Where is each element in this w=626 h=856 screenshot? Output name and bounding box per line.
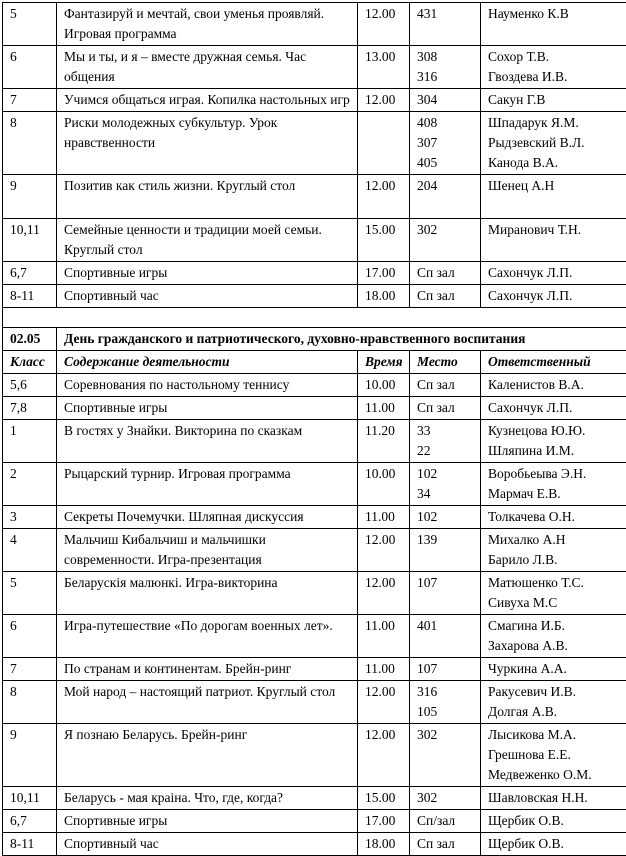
table-row — [3, 89, 626, 112]
responsible-cell-line: Шпадарук Я.М. — [488, 113, 626, 133]
place-cell — [410, 833, 481, 856]
class-cell: 6,7 — [3, 262, 57, 285]
content-cell: Секреты Почемучки. Шляпная дискуссия — [57, 506, 358, 529]
place-cell — [410, 89, 481, 112]
responsible-cell — [481, 529, 626, 572]
column-header-responsible: Ответственный — [481, 351, 626, 374]
place-cell — [410, 681, 481, 724]
place-cell-line: 139 — [417, 530, 475, 550]
place-cell-line: 302 — [417, 220, 475, 240]
table-row — [3, 175, 626, 219]
class-cell: 6 — [3, 615, 57, 658]
class-cell: 2 — [3, 463, 57, 506]
time-cell: 10.00 — [358, 463, 410, 506]
class-cell: 5,6 — [3, 374, 57, 397]
table-row — [3, 787, 626, 810]
place-cell-line: 408 — [417, 113, 475, 133]
responsible-cell-line: Толкачева О.Н. — [488, 507, 626, 527]
time-cell: 11.00 — [358, 615, 410, 658]
class-cell: 7 — [3, 658, 57, 681]
content-cell: В гостях у Знайки. Викторина по сказкам — [57, 420, 358, 463]
content-cell: Спортивный час — [57, 833, 358, 856]
responsible-cell-line: Сивуха М.С — [488, 593, 626, 613]
class-cell: 7,8 — [3, 397, 57, 420]
responsible-cell-line: Воробьеыва Э.Н. — [488, 464, 626, 484]
place-cell-line: 302 — [417, 725, 475, 745]
responsible-cell-line: Мармач Е.В. — [488, 484, 626, 504]
responsible-cell — [481, 615, 626, 658]
table-row — [3, 506, 626, 529]
content-cell: Фантазируй и мечтай, свои уменья проявляй. Игровая программа — [57, 3, 358, 46]
responsible-cell-line: Кузнецова Ю.Ю. — [488, 421, 626, 441]
time-cell: 12.00 — [358, 89, 410, 112]
place-cell-line: Сп зал — [417, 375, 475, 395]
responsible-cell — [481, 787, 626, 810]
place-cell — [410, 420, 481, 463]
responsible-cell-line: Сахончук Л.П. — [488, 263, 626, 283]
place-cell — [410, 810, 481, 833]
table-row — [3, 420, 626, 463]
place-cell-line: Сп зал — [417, 834, 475, 854]
table-row — [3, 615, 626, 658]
place-cell-line: 34 — [417, 484, 475, 504]
class-cell: 9 — [3, 724, 57, 787]
responsible-cell-line: Миранович Т.Н. — [488, 220, 626, 240]
content-cell: Мальчиш Кибальчиш и мальчишки современности. Игра-презентация — [57, 529, 358, 572]
content-cell: Беларусь - мая краіна. Что, где, когда? — [57, 787, 358, 810]
content-cell: Спортивные игры — [57, 397, 358, 420]
responsible-cell-line: Михалко А.Н — [488, 530, 626, 550]
content-cell: Позитив как стиль жизни. Круглый стол — [57, 175, 358, 219]
place-cell-line: 308 — [417, 47, 475, 67]
responsible-cell-line: Каленистов В.А. — [488, 375, 626, 395]
content-cell: Мой народ – настоящий патриот. Круглый стол — [57, 681, 358, 724]
table-row — [3, 681, 626, 724]
place-cell — [410, 46, 481, 89]
content-cell: Соревнования по настольному теннису — [57, 374, 358, 397]
class-cell: 9 — [3, 175, 57, 219]
table-row — [3, 572, 626, 615]
content-cell: По странам и континентам. Брейн-ринг — [57, 658, 358, 681]
responsible-cell — [481, 506, 626, 529]
place-cell — [410, 506, 481, 529]
column-header-class: Класс — [3, 351, 57, 374]
content-cell: Спортивные игры — [57, 262, 358, 285]
content-cell: Учимся общаться играя. Копилка настольных игр — [57, 89, 358, 112]
place-cell — [410, 787, 481, 810]
place-cell-line: 316 — [417, 67, 475, 87]
gap-cell — [3, 308, 626, 328]
table-row — [3, 262, 626, 285]
content-cell: Спортивные игры — [57, 810, 358, 833]
time-cell: 18.00 — [358, 285, 410, 308]
responsible-cell — [481, 724, 626, 787]
table-row — [3, 112, 626, 175]
responsible-cell-line: Канода В.А. — [488, 153, 626, 173]
time-cell: 15.00 — [358, 219, 410, 262]
place-cell — [410, 463, 481, 506]
section-title: День гражданского и патриотического, духовно-нравственного воспитания — [57, 328, 626, 351]
responsible-cell — [481, 397, 626, 420]
place-cell-line: 107 — [417, 659, 475, 679]
time-cell: 12.00 — [358, 724, 410, 787]
responsible-cell — [481, 810, 626, 833]
table-row — [3, 810, 626, 833]
place-cell — [410, 374, 481, 397]
responsible-cell — [481, 46, 626, 89]
content-cell: Беларускія малюнкі. Игра-викторина — [57, 572, 358, 615]
place-cell — [410, 658, 481, 681]
responsible-cell-line: Щербик О.В. — [488, 834, 626, 854]
time-cell: 12.00 — [358, 529, 410, 572]
content-cell: Я познаю Беларусь. Брейн-ринг — [57, 724, 358, 787]
responsible-cell-line: Науменко К.В — [488, 4, 626, 24]
content-cell: Семейные ценности и традиции моей семьи. Круглый стол — [57, 219, 358, 262]
content-cell: Рыцарский турнир. Игровая программа — [57, 463, 358, 506]
responsible-cell-line: Захарова А.В. — [488, 636, 626, 656]
responsible-cell-line: Лысикова М.А. — [488, 725, 626, 745]
time-cell: 12.00 — [358, 572, 410, 615]
table-row — [3, 46, 626, 89]
responsible-cell-line: Чуркина А.А. — [488, 659, 626, 679]
time-cell: 17.00 — [358, 262, 410, 285]
responsible-cell — [481, 219, 626, 262]
column-header-time: Время — [358, 351, 410, 374]
column-header-content: Содержание деятельности — [57, 351, 358, 374]
responsible-cell — [481, 285, 626, 308]
time-cell: 12.00 — [358, 175, 410, 219]
section2-header-block — [3, 308, 626, 374]
place-cell-line: 22 — [417, 441, 475, 461]
class-cell: 5 — [3, 3, 57, 46]
class-cell: 8-11 — [3, 285, 57, 308]
schedule-table — [2, 2, 626, 856]
responsible-cell-line: Сакун Г.В — [488, 90, 626, 110]
place-cell-line: 401 — [417, 616, 475, 636]
content-cell: Игра-путешествие «По дорогам военных лет». — [57, 615, 358, 658]
place-cell-line: Сп/зал — [417, 811, 475, 831]
responsible-cell-line: Гвоздева И.В. — [488, 67, 626, 87]
responsible-cell — [481, 89, 626, 112]
responsible-cell-line: Ракусевич И.В. — [488, 682, 626, 702]
place-cell-line: 204 — [417, 176, 475, 196]
place-cell-line: 105 — [417, 702, 475, 722]
time-cell — [358, 112, 410, 175]
time-cell: 10.00 — [358, 374, 410, 397]
place-cell-line: 431 — [417, 4, 475, 24]
place-cell — [410, 3, 481, 46]
place-cell-line: 405 — [417, 153, 475, 173]
table-row — [3, 658, 626, 681]
responsible-cell-line: Шавловская Н.Н. — [488, 788, 626, 808]
place-cell — [410, 724, 481, 787]
place-cell-line: 307 — [417, 133, 475, 153]
content-cell: Риски молодежных субкультур. Урок нравственности — [57, 112, 358, 175]
table-row — [3, 833, 626, 856]
place-cell-line: 316 — [417, 682, 475, 702]
place-cell — [410, 219, 481, 262]
class-cell: 8-11 — [3, 833, 57, 856]
table-row — [3, 397, 626, 420]
table-row — [3, 374, 626, 397]
responsible-cell-line: Смагина И.Б. — [488, 616, 626, 636]
responsible-cell — [481, 374, 626, 397]
responsible-cell-line: Шляпина И.М. — [488, 441, 626, 461]
place-cell — [410, 112, 481, 175]
content-cell: Мы и ты, и я – вместе дружная семья. Час общения — [57, 46, 358, 89]
column-header-place: Место — [410, 351, 481, 374]
responsible-cell — [481, 112, 626, 175]
content-cell: Спортивный час — [57, 285, 358, 308]
place-cell — [410, 572, 481, 615]
responsible-cell-line: Матюшенко Т.С. — [488, 573, 626, 593]
responsible-cell — [481, 833, 626, 856]
column-header-row — [3, 351, 626, 374]
section2-rows — [3, 374, 626, 856]
responsible-cell-line: Сахончук Л.П. — [488, 398, 626, 418]
place-cell-line: Сп зал — [417, 263, 475, 283]
section1-rows — [3, 3, 626, 308]
responsible-cell — [481, 3, 626, 46]
responsible-cell-line: Щербик О.В. — [488, 811, 626, 831]
responsible-cell — [481, 572, 626, 615]
responsible-cell-line: Грешнова Е.Е. — [488, 745, 626, 765]
responsible-cell — [481, 175, 626, 219]
responsible-cell — [481, 463, 626, 506]
responsible-cell-line: Долгая А.В. — [488, 702, 626, 722]
class-cell: 5 — [3, 572, 57, 615]
table-row — [3, 529, 626, 572]
place-cell-line: 302 — [417, 788, 475, 808]
section-gap-row — [3, 308, 626, 328]
responsible-cell-line: Шенец А.Н — [488, 176, 626, 196]
place-cell — [410, 615, 481, 658]
place-cell-line: 102 — [417, 507, 475, 527]
place-cell-line: Сп зал — [417, 398, 475, 418]
class-cell: 3 — [3, 506, 57, 529]
time-cell: 12.00 — [358, 681, 410, 724]
class-cell: 8 — [3, 681, 57, 724]
place-cell-line: 102 — [417, 464, 475, 484]
responsible-cell-line: Медвеженко О.М. — [488, 765, 626, 785]
time-cell: 18.00 — [358, 833, 410, 856]
class-cell: 7 — [3, 89, 57, 112]
place-cell-line: 107 — [417, 573, 475, 593]
time-cell: 17.00 — [358, 810, 410, 833]
place-cell-line: 304 — [417, 90, 475, 110]
responsible-cell-line: Сохор Т.В. — [488, 47, 626, 67]
place-cell — [410, 285, 481, 308]
time-cell: 11.00 — [358, 506, 410, 529]
place-cell — [410, 397, 481, 420]
place-cell-line: 33 — [417, 421, 475, 441]
table-row — [3, 724, 626, 787]
time-cell: 11.00 — [358, 658, 410, 681]
class-cell: 10,11 — [3, 787, 57, 810]
section-date: 02.05 — [3, 328, 57, 351]
section-date-row — [3, 328, 626, 351]
class-cell: 10,11 — [3, 219, 57, 262]
responsible-cell — [481, 420, 626, 463]
time-cell: 15.00 — [358, 787, 410, 810]
table-row — [3, 463, 626, 506]
place-cell — [410, 262, 481, 285]
time-cell: 11.20 — [358, 420, 410, 463]
place-cell — [410, 175, 481, 219]
time-cell: 12.00 — [358, 3, 410, 46]
responsible-cell — [481, 681, 626, 724]
time-cell: 13.00 — [358, 46, 410, 89]
responsible-cell — [481, 262, 626, 285]
class-cell: 6 — [3, 46, 57, 89]
place-cell-line: Сп зал — [417, 286, 475, 306]
class-cell: 1 — [3, 420, 57, 463]
time-cell: 11.00 — [358, 397, 410, 420]
table-row — [3, 3, 626, 46]
table-row — [3, 285, 626, 308]
responsible-cell-line: Сахончук Л.П. — [488, 286, 626, 306]
class-cell: 4 — [3, 529, 57, 572]
class-cell: 8 — [3, 112, 57, 175]
table-row — [3, 219, 626, 262]
class-cell: 6,7 — [3, 810, 57, 833]
responsible-cell-line: Рыдзевский В.Л. — [488, 133, 626, 153]
responsible-cell — [481, 658, 626, 681]
place-cell — [410, 529, 481, 572]
responsible-cell-line: Барило Л.В. — [488, 550, 626, 570]
